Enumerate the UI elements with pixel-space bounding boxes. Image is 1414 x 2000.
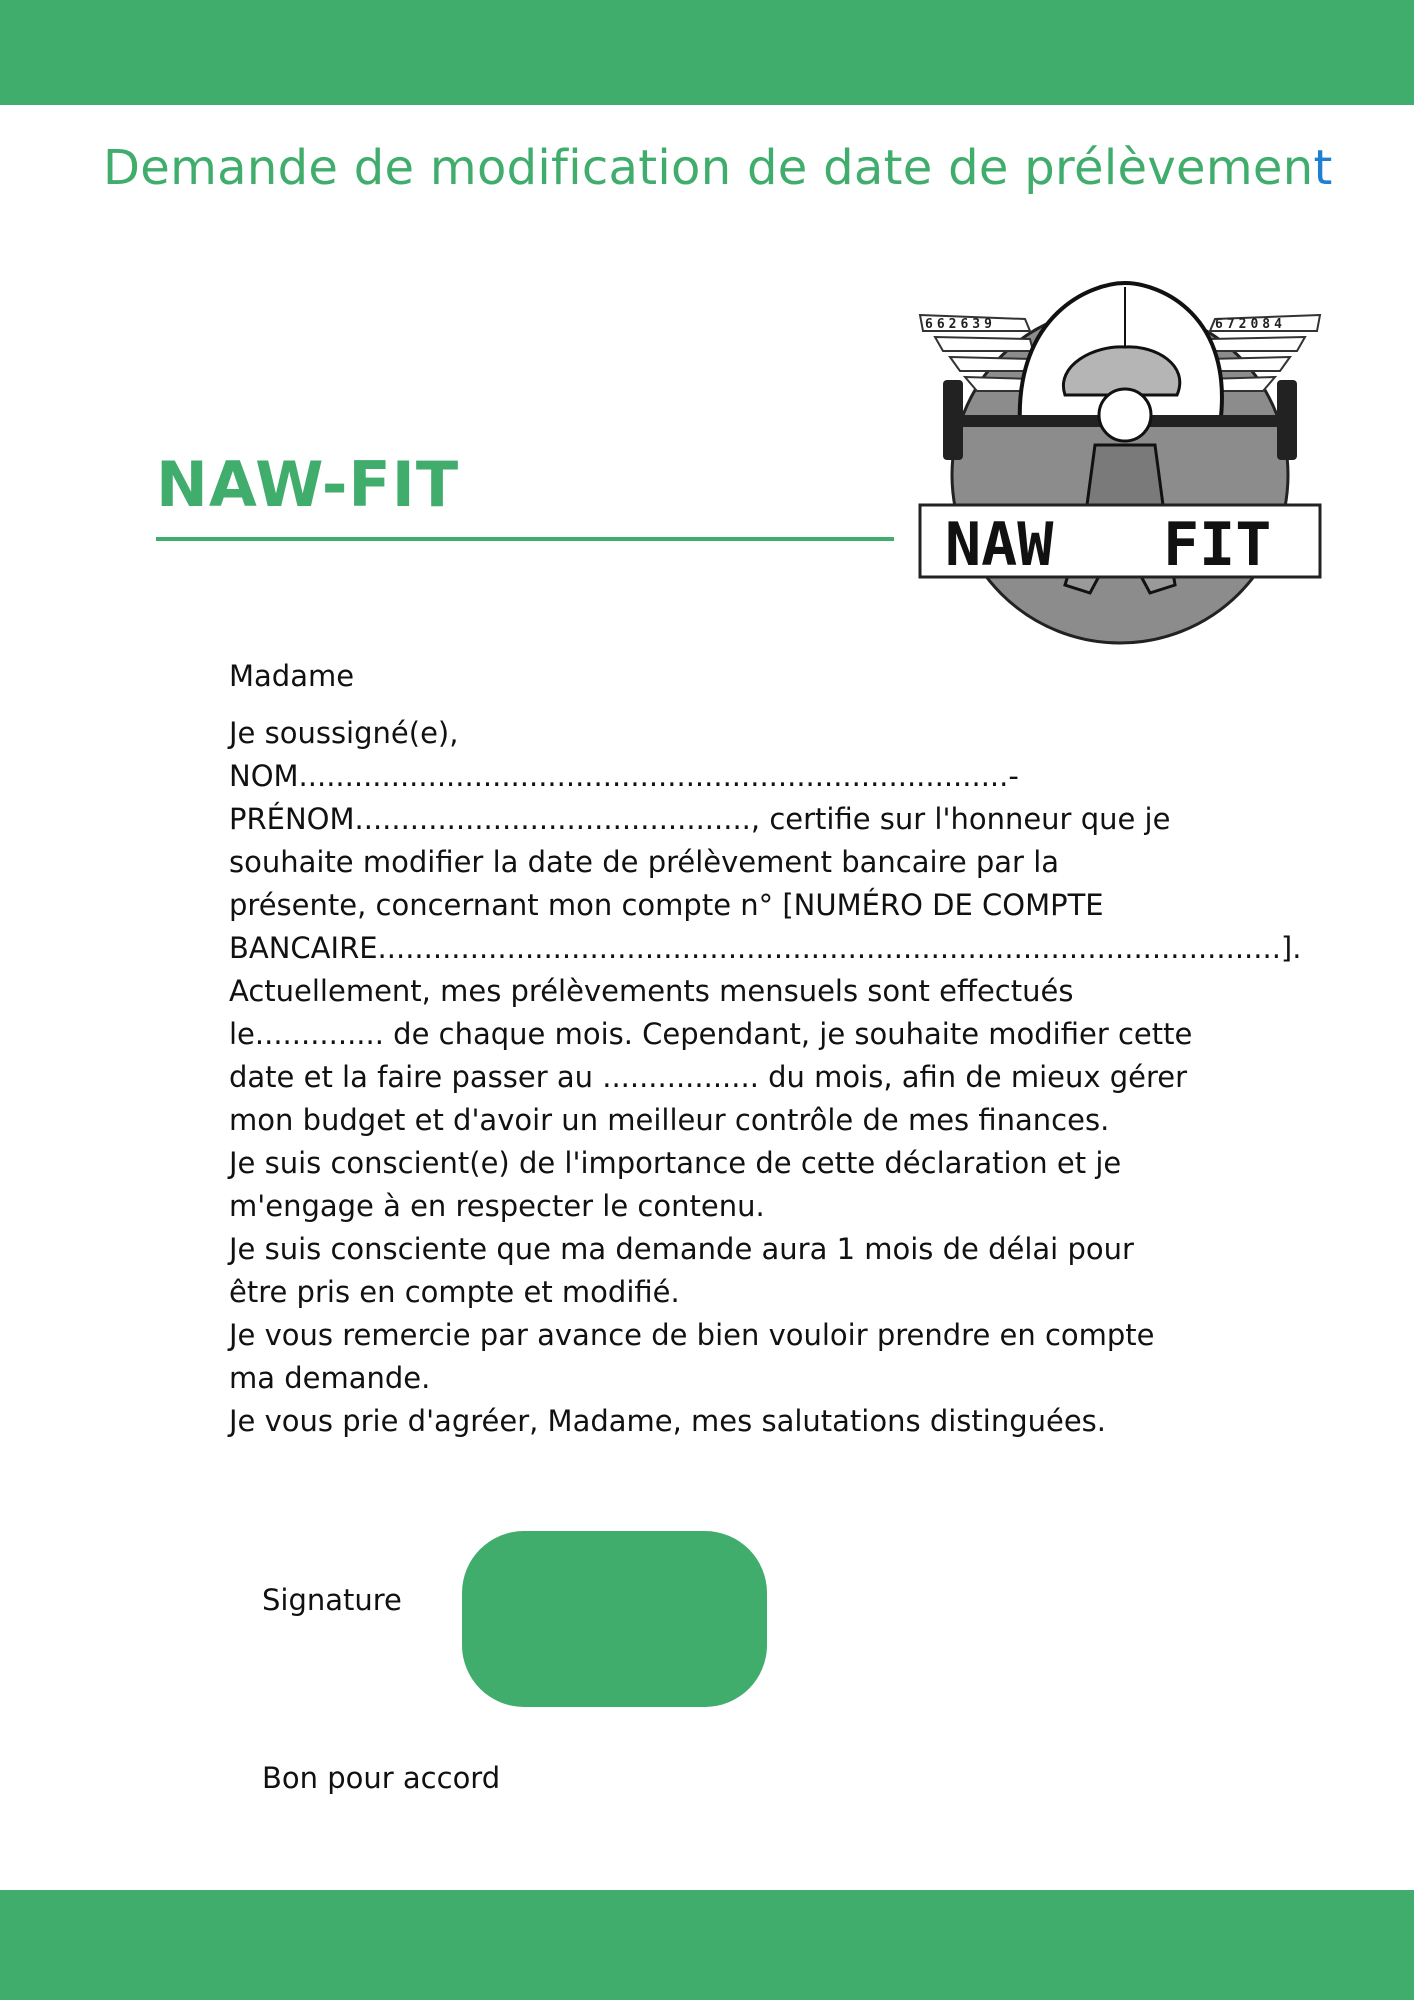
letter-body xyxy=(229,655,1302,1443)
document-title xyxy=(103,140,1393,196)
logo-text-naw: NAW xyxy=(945,510,1054,580)
document-title-main: Demande de modification de date de prélèvemen xyxy=(103,140,1314,196)
document-title-last-letter: t xyxy=(1313,140,1333,196)
brand-name: NAW-FIT xyxy=(156,448,460,521)
logo-number-right: 672084 xyxy=(1215,317,1286,332)
logo-figure-head xyxy=(1099,389,1151,441)
naw-fit-logo xyxy=(915,275,1325,650)
signature-label: Signature xyxy=(262,1583,402,1617)
brand-divider xyxy=(156,537,894,541)
letter-salutation: Madame xyxy=(229,659,355,693)
logo-text-fit: FIT xyxy=(1163,510,1272,580)
signature-field[interactable] xyxy=(462,1531,767,1707)
footer-band xyxy=(0,1890,1414,2000)
logo-number-left: 662639 xyxy=(925,317,996,332)
header-band xyxy=(0,0,1414,105)
approval-label: Bon pour accord xyxy=(262,1761,501,1795)
letter-paragraph: Je soussigné(e), NOM.............................................................................- PRÉNOM..........................................., certifie sur l'honneur que je souhaite modifier la date de prélèvement bancaire par la présente, concernant mon compte n° [NUMÉRO DE COMPTE BANCAIRE..................................................................................................]. Actuellement, mes prélèvements mensuels sont effectués le.............. de chaque mois. Cependant, je souhaite modifier cette date et la faire passer au ................. du mois, afin de mieux gérer mon budget et d'avoir un meilleur contrôle de mes finances. Je suis conscient(e) de l'importance de cette déclaration et je m'engage à en respecter le contenu. Je suis consciente que ma demande aura 1 mois de délai pour être pris en compte et modifié. Je vous remercie par avance de bien vouloir prendre en compte ma demande. Je vous prie d'agréer, Madame, mes salutations distinguées. xyxy=(229,716,1302,1438)
